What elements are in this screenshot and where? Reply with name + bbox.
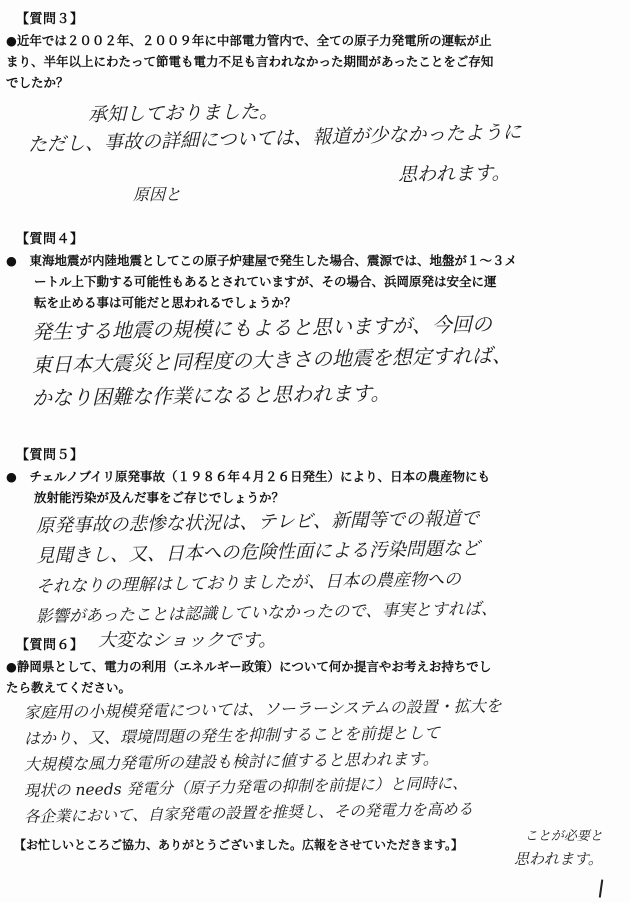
bullet-icon: ●	[6, 253, 17, 268]
answer-4-line: 東日本大震災と同程度の大きさの地震を想定すれば、	[31, 342, 513, 377]
question-6-heading: 【質問６】	[16, 638, 84, 653]
question-4-line: 転を止める事は可能だと思われるでしょうか？	[34, 295, 297, 310]
answer-5-line: 原発事故の悲惨な状況は、テレビ、新聞等での報道で	[35, 508, 480, 537]
question-6-line: ●静岡県として、電力の利用（エネルギー政策）について何か提言やお考えお持ちでし	[6, 659, 492, 674]
answer-5-line: 見聞きし、又、日本への危険性面による汚染問題など	[35, 538, 481, 567]
bullet-icon: ●	[6, 469, 17, 484]
answer-3-handwriting	[28, 100, 522, 210]
bullet-icon: ●	[6, 659, 17, 674]
answer-6-line: 家庭用の小規模発電については、ソーラーシステムの設置・拡大を	[23, 696, 502, 722]
pen-stroke-mark	[599, 880, 609, 899]
answer-3-insertion: 原因と	[133, 185, 182, 204]
question-6-text	[6, 656, 491, 698]
answer-6-line: 思われます。	[514, 850, 603, 868]
answer-3-line: 思われます。	[397, 162, 511, 186]
question-3-heading: 【質問３】	[16, 12, 84, 27]
answer-6-line: 現状の needs 発電分（原子力発電の抑制を前提に）と同時に、	[23, 774, 468, 800]
question-3-line: まり、半年以上にわたって節電も電力不足も言われなかった期間があったことをご存知	[6, 54, 494, 69]
answer-5-continuation: 大変なショックです。	[98, 630, 277, 651]
question-3-line: でしたか？	[6, 75, 69, 90]
answer-3-line: 承知しておりました。	[87, 100, 279, 126]
answer-6-tail	[514, 826, 603, 870]
question-3-line: ●近年では２００２年、２００９年に中部電力管内で、全ての原子力発電所の運転が止	[6, 33, 492, 48]
question-5-line: 放射能汚染が及んだ事をご存じでしょうか？	[34, 490, 285, 505]
answer-4-handwriting	[31, 311, 513, 415]
answer-6-handwriting	[23, 696, 502, 830]
answer-4-line: かなり困難な作業になると思われます。	[31, 380, 391, 410]
question-4-heading: 【質問４】	[16, 232, 84, 247]
answer-6-line: 大規模な風力発電所の建設も検討に値すると思われます。	[23, 749, 439, 774]
answer-3-line: ただし、事故の詳細については、報道が少なかったように	[27, 121, 522, 156]
question-4-line: ● 東海地震が内陸地震としてこの原子炉建屋で発生した場合、震源では、地盤が１～３メ	[6, 253, 517, 268]
answer-6-line: はかり、又、環境問題の発生を抑制することを前提として	[23, 723, 441, 748]
question-5-heading: 【質問５】	[16, 448, 84, 463]
question-6-line: たら教えてください。	[6, 680, 132, 695]
question-3-text	[6, 30, 493, 93]
answer-5-line: 影響があったことは認識していなかったので、事実とすれば、	[35, 598, 498, 626]
bullet-icon: ●	[6, 33, 17, 48]
question-4-line: ートル上下動する可能性もあるとされていますが、その場合、浜岡原発は安全に運	[34, 274, 497, 289]
answer-6-line: 各企業において、自家発電の設置を推奨し、その発電力を高める	[23, 800, 474, 826]
answer-5-handwriting	[35, 508, 498, 632]
question-4-text	[6, 250, 517, 313]
question-5-line: ● チェルノブイリ原発事故（１９８６年４月２６日発生）により、日本の農産物にも	[6, 469, 490, 484]
answer-4-line: 発生する地震の規模にもよると思いますが、今回の	[31, 311, 493, 344]
answer-5-line: それなりの理解はしておりましたが、日本の農産物への	[35, 569, 462, 597]
closing-note: 【お忙しいところご協力、ありがとうございました。広報をさせていただきます。】	[14, 838, 464, 852]
answer-6-line: ことが必要と	[524, 829, 603, 844]
question-5-text	[6, 466, 490, 508]
